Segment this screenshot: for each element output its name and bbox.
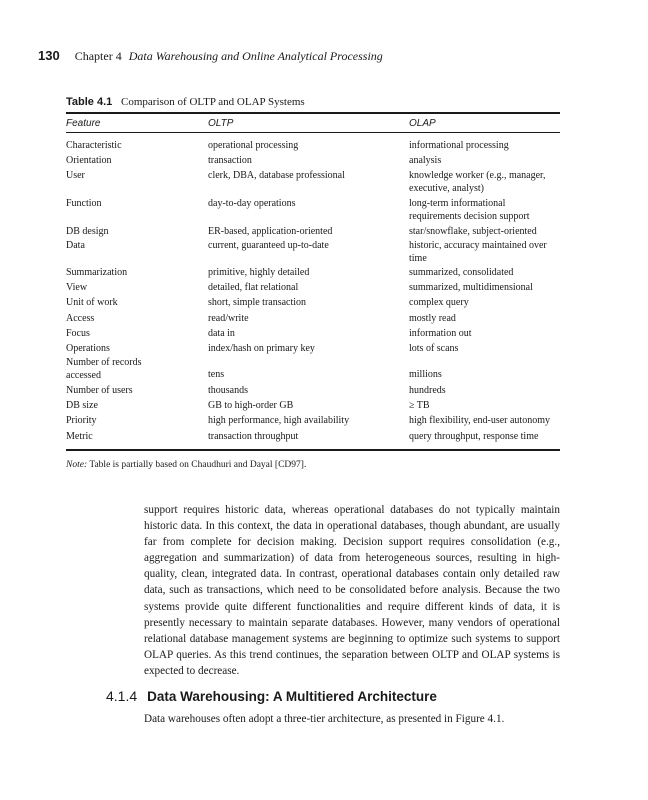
row-users-oltp: thousands (208, 385, 248, 396)
row-summarization-feature: Summarization (66, 267, 128, 278)
row-characteristic-olap: informational processing (409, 140, 509, 151)
row-user-feature: User (66, 170, 85, 181)
header-oltp: OLTP (208, 118, 234, 129)
row-function-feature: Function (66, 198, 102, 209)
row-orientation-oltp: transaction (208, 155, 252, 166)
row-data-oltp: current, guaranteed up-to-date (208, 240, 329, 251)
row-db-design-oltp: ER-based, application-oriented (208, 226, 333, 237)
section-heading (106, 688, 437, 706)
row-focus-feature: Focus (66, 328, 90, 339)
row-priority-oltp: high performance, high availability (208, 415, 350, 426)
row-db-size-olap: ≥ TB (409, 400, 430, 411)
header-feature: Feature (66, 118, 101, 129)
row-focus-olap: information out (409, 328, 472, 339)
row-db-size-feature: DB size (66, 400, 98, 411)
row-metric-oltp: transaction throughput (208, 431, 299, 442)
row-metric-olap: query throughput, response time (409, 431, 539, 442)
section-title: Data Warehousing: A Multitiered Architecture (147, 689, 437, 704)
row-users-feature: Number of users (66, 385, 133, 396)
row-orientation-feature: Orientation (66, 155, 112, 166)
row-view-oltp: detailed, flat relational (208, 282, 299, 293)
row-access-feature: Access (66, 313, 95, 324)
row-operations-oltp: index/hash on primary key (208, 343, 315, 354)
row-metric-feature: Metric (66, 431, 93, 442)
row-orientation-olap: analysis (409, 155, 442, 166)
table-note-text: Table is partially based on Chaudhuri and Dayal [CD97]. (89, 460, 307, 470)
row-access-olap: mostly read (409, 313, 456, 324)
row-priority-feature: Priority (66, 415, 97, 426)
body-paragraph: support requires historic data, whereas operational databases do not typically maintain historic data. In this context, the data in operational databases, though abundant, are usually far from complete for decision making. Decision support requires consolidation (e.g., aggregation and summarization) of data from heterogeneous sources, resulting in high-quality, clean, integrated data. In contrast, operational databases contain only detailed raw data, such as transactions, which need to be consolidated before analysis. Because the two systems provide quite different functionalities and require different kinds of data, it is presently necessary to maintain separate databases. However, many vendors of operational relational database management systems are beginning to optimize such systems to support OLAP queries. As this trend continues, the separation between OLTP and OLAP systems is expected to decrease. (144, 504, 560, 677)
row-db-size-oltp: GB to high-order GB (208, 400, 294, 411)
table-caption-text: Comparison of OLTP and OLAP Systems (121, 96, 305, 108)
row-records-accessed-olap: millions (409, 369, 442, 380)
page-number: 130 (38, 48, 60, 63)
row-characteristic-feature: Characteristic (66, 140, 122, 151)
row-view-olap: summarized, multidimensional (409, 282, 533, 293)
row-records-accessed-feature: Number of records accessed (66, 357, 142, 381)
row-function-olap: long-term informational requirements decision support (409, 198, 530, 222)
table-label: Table 4.1 (66, 96, 113, 108)
table-header-rule (66, 132, 560, 133)
section-paragraph: Data warehouses often adopt a three-tier architecture, as presented in Figure 4.1. (144, 713, 505, 725)
row-unit-of-work-feature: Unit of work (66, 297, 118, 308)
row-user-oltp: clerk, DBA, database professional (208, 170, 345, 181)
row-function-oltp: day-to-day operations (208, 198, 296, 209)
row-data-olap: historic, accuracy maintained over time (409, 240, 547, 264)
table-bottom-rule (66, 449, 560, 451)
row-user-olap: knowledge worker (e.g., manager, executive, analyst) (409, 170, 546, 194)
section-number: 4.1.4 (106, 688, 138, 704)
row-view-feature: View (66, 282, 88, 293)
row-summarization-olap: summarized, consolidated (409, 267, 514, 278)
row-db-design-feature: DB design (66, 226, 109, 237)
row-unit-of-work-oltp: short, simple transaction (208, 297, 307, 308)
chapter-title: Data Warehousing and Online Analytical Processing (128, 49, 383, 63)
row-summarization-oltp: primitive, highly detailed (208, 267, 310, 278)
running-head (38, 48, 383, 64)
row-access-oltp: read/write (208, 313, 249, 324)
row-unit-of-work-olap: complex query (409, 297, 469, 308)
row-users-olap: hundreds (409, 385, 446, 396)
row-priority-olap: high flexibility, end-user autonomy (409, 415, 550, 426)
header-olap: OLAP (409, 118, 436, 129)
table-note (66, 460, 306, 470)
row-operations-feature: Operations (66, 343, 110, 354)
row-data-feature: Data (66, 240, 85, 251)
row-operations-olap: lots of scans (409, 343, 459, 354)
table-note-label: Note: (66, 460, 88, 470)
row-db-design-olap: star/snowflake, subject-oriented (409, 226, 537, 237)
table-top-rule (66, 112, 560, 114)
chapter-label: Chapter 4 (74, 49, 122, 63)
table-caption (66, 96, 305, 108)
row-characteristic-oltp: operational processing (208, 140, 299, 151)
row-records-accessed-oltp: tens (208, 369, 225, 380)
row-focus-oltp: data in (208, 328, 235, 339)
